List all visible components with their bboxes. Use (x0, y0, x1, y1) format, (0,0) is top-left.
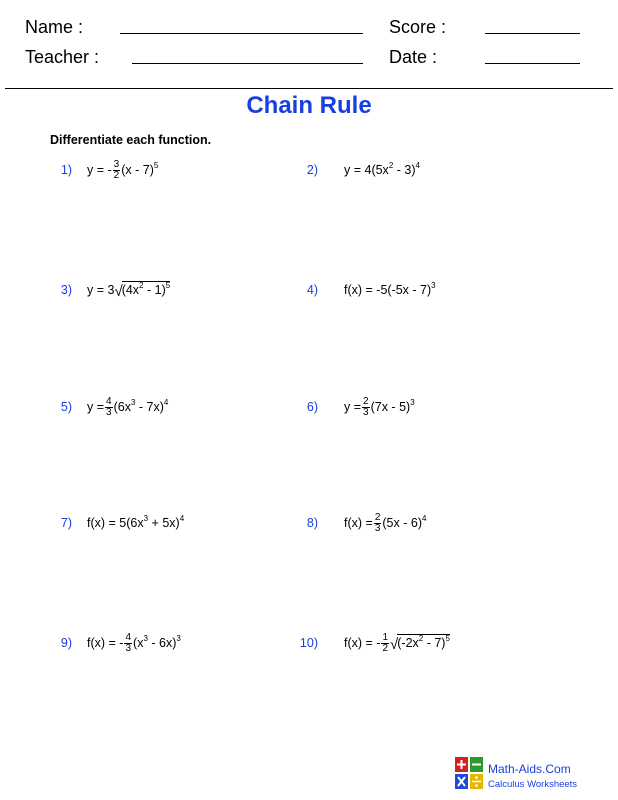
date-label: Date : (389, 47, 438, 67)
radical-icon: √ (114, 283, 123, 300)
problem-number: 6) (306, 400, 318, 414)
date-line (485, 63, 580, 64)
score-line (485, 33, 580, 34)
teacher-line (132, 63, 363, 64)
problem-number: 1) (60, 163, 72, 177)
problem-expression: f(x) = $\frac{2}{3}$ (5x - 6)$^4$ (344, 512, 427, 534)
name-line (120, 33, 363, 34)
problem-expression: y = $\frac{4}{3}$ $(6x^3 - 7x)^4$ (87, 396, 169, 418)
problem-expression: $f(x) = 5(6x^3 + 5x)^4$ (87, 514, 185, 530)
problem-expression: f(x) = -5(-5x - 7)$^3$ (344, 281, 436, 297)
teacher-label: Teacher : (25, 47, 100, 67)
problem-number: 9) (60, 636, 72, 650)
math-aids-logo-icon (455, 757, 483, 789)
score-label: Score : (389, 17, 447, 37)
problem-number: 10) (299, 636, 318, 650)
header-divider (5, 88, 613, 89)
instructions: Differentiate each function. (50, 133, 212, 147)
problem-expression: f(x) = - $\frac{4}{3}$ $(x^3 - 6x)^3$ (87, 632, 181, 654)
problem-number: 2) (306, 163, 318, 177)
problem-expression: y = - $\frac{3}{2}$ (x - 7)$^5$ (87, 159, 159, 181)
problem-number: 8) (306, 516, 318, 530)
problem-number: 7) (60, 516, 72, 530)
problem-number: 5) (60, 400, 72, 414)
name-label: Name : (25, 17, 84, 37)
problem-expression: y = $\frac{2}{3}$ (7x - 5)$^3$ (344, 396, 415, 418)
footer-subtitle: Calculus Worksheets (488, 779, 578, 790)
problem-number: 3) (60, 283, 72, 297)
problem-expression: f(x) = - $\frac{1}{2}$ $√(-2x^2 - 7)^5$ (344, 632, 450, 654)
page-title: Chain Rule (246, 92, 372, 119)
problem-expression: $y = 3√(4x^2 - 1)^5$ (87, 281, 171, 300)
problem-number: 4) (306, 283, 318, 297)
problem-expression: $y = 4(5x^2 - 3)^4$ (344, 161, 420, 177)
radical-icon: √ (390, 635, 399, 653)
footer-brand: Math-Aids.Com (488, 762, 571, 776)
